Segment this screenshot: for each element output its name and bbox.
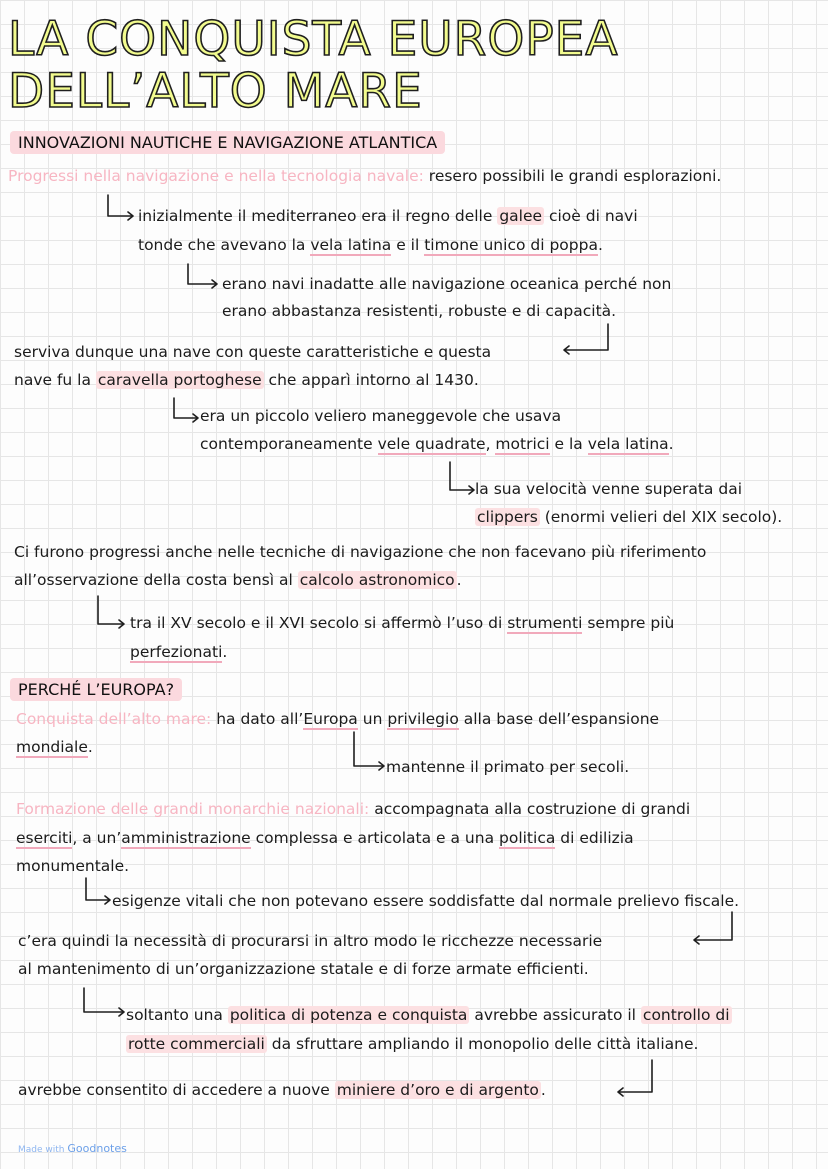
- topic-label: Conquista dell’alto mare:: [16, 710, 212, 728]
- paragraph-monarchie: Formazione delle grandi monarchie nazionali: accompagnata alla costruzione di grandi: [16, 800, 691, 818]
- arrow-icon: [448, 460, 478, 496]
- page-title-line-2: DELL’ALTO MARE: [8, 64, 423, 119]
- highlight: politica di potenza e conquista: [229, 1006, 468, 1024]
- note-galee-cont: tonde che avevano la vela latina e il timone unico di poppa.: [138, 236, 603, 254]
- paragraph-monumentale: monumentale.: [16, 857, 130, 875]
- note-velocita: la sua velocità venne superata dai: [475, 480, 742, 498]
- note-perfezionati: perfezionati.: [130, 643, 228, 661]
- arrow-icon: [690, 910, 736, 948]
- arrow-icon: [82, 986, 128, 1018]
- paragraph-monarchie-cont: eserciti, a un’amministrazione complessa e articolata e a una politica di edilizia: [16, 829, 634, 847]
- note-clippers: clippers (enormi velieri del XIX secolo).: [477, 508, 783, 526]
- note-esigenze: esigenze vitali che non potevano essere soddisfatte dal normale prelievo fiscale.: [112, 892, 740, 910]
- highlight: miniere d’oro e di argento: [336, 1081, 539, 1099]
- paragraph-necessita: c’era quindi la necessità di procurarsi in altro modo le ricchezze necessarie: [18, 932, 603, 950]
- topic-label: Progressi nella navigazione e nella tecnologia navale:: [8, 167, 424, 185]
- paragraph-tecniche: Ci furono progressi anche nelle tecniche di navigazione che non facevano più riferimento: [14, 543, 707, 561]
- arrow-icon: [96, 594, 128, 630]
- arrow-icon: [84, 876, 114, 906]
- paragraph-miniere: avrebbe consentito di accedere a nuove miniere d’oro e di argento .: [18, 1081, 546, 1099]
- paragraph-caravella: nave fu la caravella portoghese che apparì intorno al 1430.: [14, 371, 479, 389]
- arrow-icon: [172, 396, 202, 424]
- paragraph-mantenimento: al mantenimento di un’organizzazione statale e di forze armate efficienti.: [18, 960, 589, 978]
- note-politica-potenza: soltanto una politica di potenza e conquista avrebbe assicurato il controllo di: [126, 1006, 730, 1024]
- paragraph-calcolo: all’osservazione della costa bensì al calcolo astronomico .: [14, 571, 462, 589]
- highlight: caravella portoghese: [97, 371, 262, 389]
- highlight: clippers: [477, 508, 538, 526]
- note-inadatte: erano navi inadatte alle navigazione oceanica perché non: [222, 275, 672, 293]
- section-heading-perche-europa: PERCHÉ L’EUROPA?: [10, 678, 182, 701]
- note-veliero: era un piccolo veliero maneggevole che usava: [200, 407, 562, 425]
- made-with-goodnotes: Made with Goodnotes: [18, 1142, 127, 1155]
- arrow-icon: [186, 262, 220, 290]
- paragraph-conquista: Conquista dell’alto mare: ha dato all’Europa un privilegio alla base dell’espansione: [16, 710, 660, 728]
- topic-label: Formazione delle grandi monarchie nazionali:: [16, 800, 370, 818]
- paragraph-serviva: serviva dunque una nave con queste caratteristiche e questa: [14, 343, 492, 361]
- section-heading-innovazioni: INNOVAZIONI NAUTICHE E NAVIGAZIONE ATLANTICA: [10, 131, 445, 154]
- highlight: calcolo astronomico: [299, 571, 455, 589]
- paragraph-conquista-cont: mondiale.: [16, 738, 93, 756]
- note-primato: mantenne il primato per secoli.: [386, 758, 630, 776]
- arrow-icon: [106, 193, 136, 221]
- note-strumenti: tra il XV secolo e il XVI secolo si affermò l’uso di strumenti sempre più: [130, 614, 675, 632]
- arrow-icon: [352, 730, 388, 774]
- page-title-line-1: LA CONQUISTA EUROPEA: [8, 12, 619, 67]
- paragraph-progressi: Progressi nella navigazione e nella tecnologia navale: resero possibili le grandi esplorazioni.: [8, 167, 722, 185]
- goodnotes-logo: Goodnotes: [67, 1142, 127, 1155]
- highlight: galee: [499, 207, 543, 225]
- note-veliero-cont: contemporaneamente vele quadrate, motrici e la vela latina.: [200, 435, 674, 453]
- arrow-icon: [614, 1058, 656, 1100]
- highlight: rotte commerciali: [128, 1035, 265, 1053]
- arrow-icon: [560, 322, 612, 356]
- note-galee: inizialmente il mediterraneo era il regno delle galee cioè di navi: [138, 207, 638, 225]
- note-rotte: rotte commerciali da sfruttare ampliando il monopolio delle città italiane.: [128, 1035, 699, 1053]
- highlight: controllo di: [642, 1006, 730, 1024]
- note-inadatte-cont: erano abbastanza resistenti, robuste e di capacità.: [222, 302, 617, 320]
